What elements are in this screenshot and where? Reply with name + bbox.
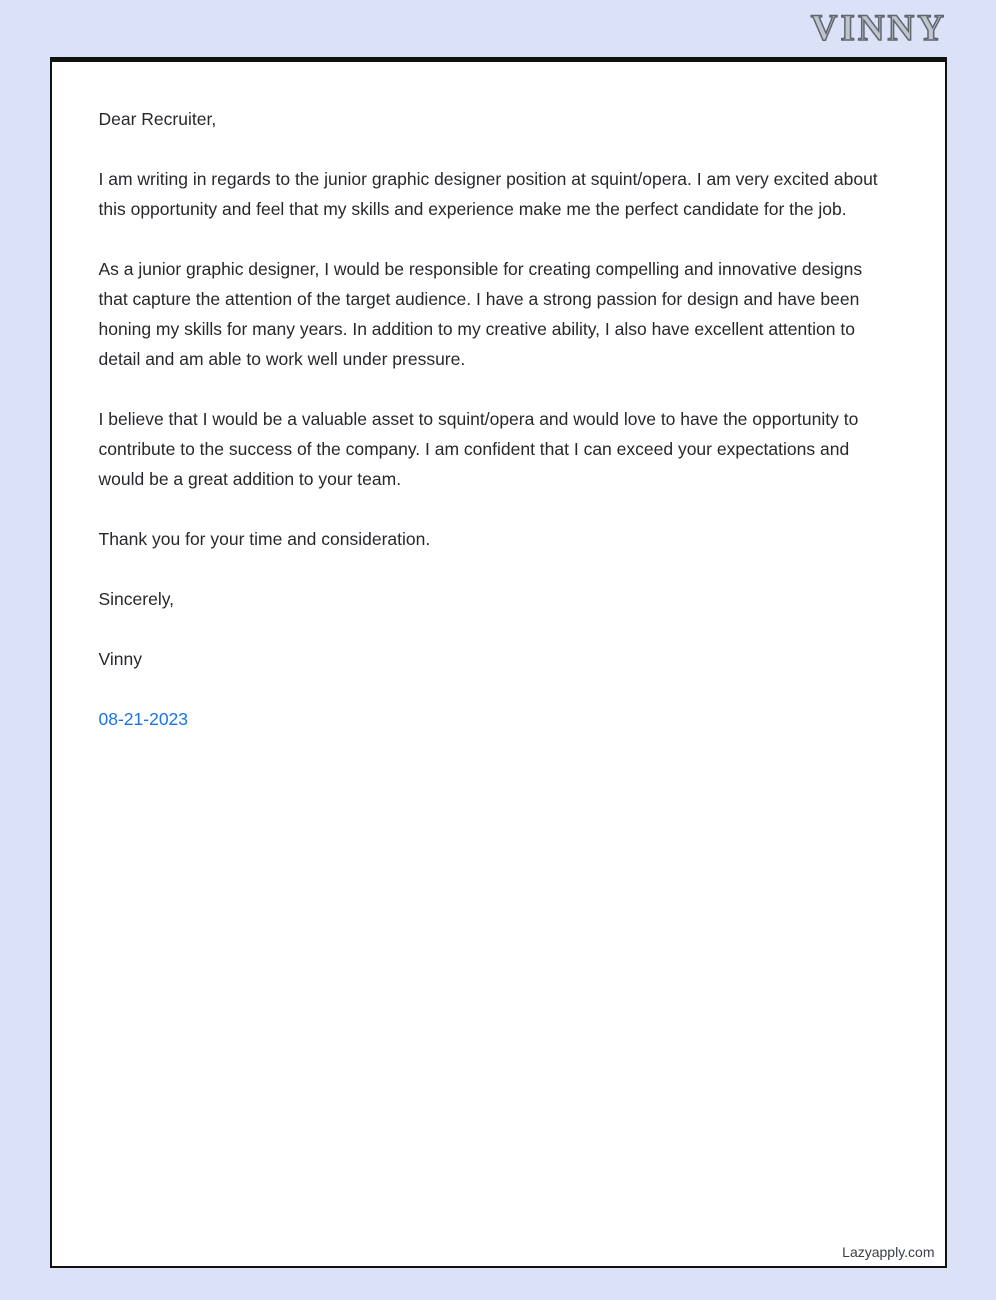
closing: Sincerely, xyxy=(98,589,175,609)
paragraph-value: I believe that I would be a valuable asset to squint/opera and would love to have the opportunity to contribute to the success of the company. I am confident that I can exceed your expectations and would be a great addition to your team. xyxy=(98,409,859,489)
paragraph-intro: I am writing in regards to the junior graphic designer position at squint/opera. I am very excited about this opportunity and feel that my skills and experience make me the perfect candidate for the job. xyxy=(98,169,878,219)
letter-page xyxy=(50,57,947,1268)
lazyapply-branding: Lazyapply.com xyxy=(842,1244,935,1260)
signature-name: Vinny xyxy=(98,649,142,669)
thanks-line: Thank you for your time and consideration. xyxy=(98,529,431,549)
header xyxy=(0,0,996,57)
date-link[interactable]: 08-21-2023 xyxy=(98,709,189,729)
brand-wordmark: VINNY xyxy=(810,8,947,49)
salutation: Dear Recruiter, xyxy=(98,109,217,129)
letter-body xyxy=(52,62,945,734)
paragraph-skills: As a junior graphic designer, I would be responsible for creating compelling and innovative designs that capture the attention of the target audience. I have a strong passion for design and have been honing my skills for many years. In addition to my creative ability, I also have excellent attention to detail and am able to work well under pressure. xyxy=(98,259,863,369)
